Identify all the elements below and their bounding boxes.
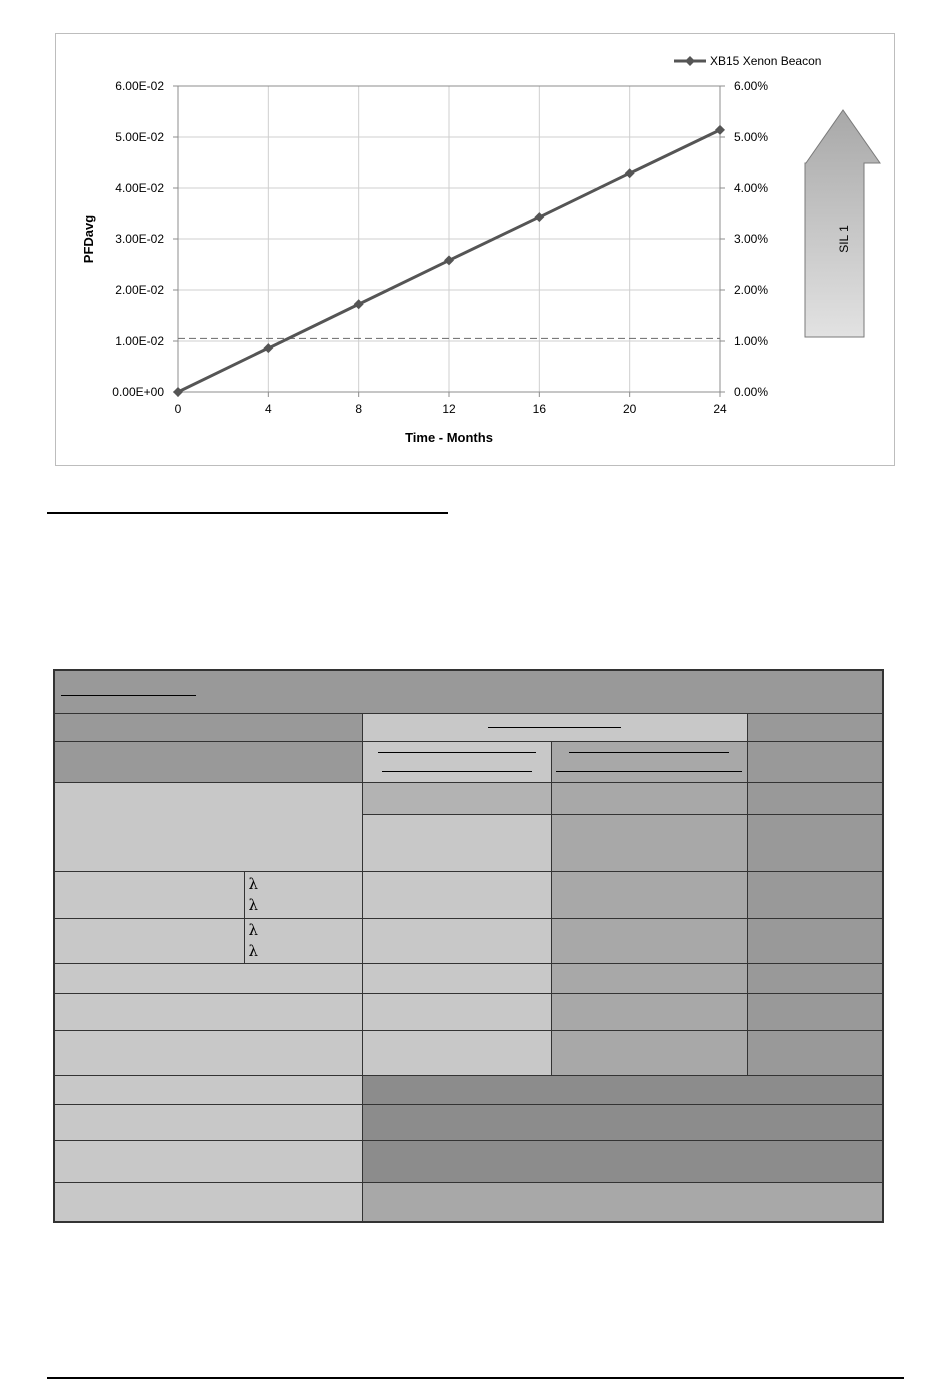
axis-ticks <box>112 79 768 416</box>
x-tick-label: 20 <box>622 402 637 416</box>
legend <box>674 54 821 68</box>
group-header-underline <box>488 727 621 728</box>
lambda-symbols-cell: λ λ <box>244 871 362 918</box>
table-cell <box>54 782 362 871</box>
data-point-marker <box>173 387 183 397</box>
table-cell <box>54 993 362 1030</box>
legend-entry-xb15: XB15 Xenon Beacon <box>710 54 822 68</box>
table-cell <box>551 782 747 814</box>
table-column-header <box>551 741 747 782</box>
y-axis-label: PFDavg <box>81 214 96 264</box>
table-row <box>54 1104 883 1140</box>
x-tick-label: 24 <box>713 402 727 416</box>
data-point-marker <box>444 255 454 265</box>
y-tick-label-right: 3.00% <box>734 232 769 246</box>
footer-rule <box>47 1377 904 1379</box>
table-row <box>54 993 883 1030</box>
pfdavg-chart <box>55 33 895 466</box>
spec-table <box>53 669 884 1223</box>
table-cell <box>747 963 883 993</box>
table-cell <box>54 713 362 741</box>
table-row <box>54 1075 883 1104</box>
table-cell <box>362 782 551 814</box>
y-tick-label-left: 4.00E-02 <box>115 181 164 195</box>
table-cell <box>362 1030 551 1075</box>
sil1-label: SIL 1 <box>837 225 851 253</box>
x-tick-label: 0 <box>174 402 182 416</box>
table-row <box>54 1182 883 1222</box>
y-tick-label-right: 0.00% <box>734 385 769 399</box>
y-tick-label-right: 4.00% <box>734 181 769 195</box>
table-cell <box>362 918 551 963</box>
table-row <box>54 963 883 993</box>
y-tick-label-right: 6.00% <box>734 79 769 93</box>
table-cell <box>54 963 362 993</box>
table-row <box>54 713 883 741</box>
table-group-header <box>362 713 747 741</box>
table-cell <box>362 1182 883 1222</box>
column-header-underline <box>382 771 532 772</box>
x-tick-label: 16 <box>532 402 547 416</box>
data-point-marker <box>534 212 544 222</box>
data-point-marker <box>354 299 364 309</box>
table-cell <box>54 1030 362 1075</box>
table-cell <box>551 1030 747 1075</box>
table-cell <box>551 918 747 963</box>
table-cell <box>747 993 883 1030</box>
y-tick-label-right: 5.00% <box>734 130 769 144</box>
y-tick-label-left: 5.00E-02 <box>115 130 164 144</box>
table-row <box>54 1140 883 1182</box>
table-cell <box>54 918 244 963</box>
table-row <box>54 741 883 782</box>
table-title-row <box>54 670 883 713</box>
x-tick-label: 4 <box>264 402 272 416</box>
table-cell <box>747 814 883 871</box>
table-cell <box>747 918 883 963</box>
table-cell <box>54 871 244 918</box>
data-point-marker <box>625 168 635 178</box>
table-cell <box>362 963 551 993</box>
table-cell <box>54 741 362 782</box>
data-point-marker <box>263 343 273 353</box>
y-tick-label-left: 0.00E+00 <box>112 385 164 399</box>
gridlines <box>178 86 720 392</box>
section-heading-rule <box>47 512 448 514</box>
table-cell <box>747 713 883 741</box>
table-column-header <box>362 741 551 782</box>
legend-marker-swatch <box>685 56 695 66</box>
title-underline <box>61 695 196 696</box>
column-header-underline <box>378 752 536 753</box>
table-cell <box>54 1104 362 1140</box>
table-cell <box>362 1075 883 1104</box>
table-cell <box>362 871 551 918</box>
table-cell <box>747 871 883 918</box>
lambda-symbols-cell: λ λ <box>244 918 362 963</box>
y-tick-label-left: 6.00E-02 <box>115 79 164 93</box>
table-cell <box>551 963 747 993</box>
sil1-arrow <box>805 110 880 337</box>
table-cell <box>362 1140 883 1182</box>
y-tick-label-right: 2.00% <box>734 283 769 297</box>
y-tick-label-left: 3.00E-02 <box>115 232 164 246</box>
table-row <box>54 782 883 814</box>
table-cell <box>54 1140 362 1182</box>
table-cell <box>551 871 747 918</box>
table-cell <box>362 814 551 871</box>
table-cell <box>551 814 747 871</box>
table-cell <box>747 782 883 814</box>
table-cell <box>747 1030 883 1075</box>
data-point-marker <box>715 125 725 135</box>
up-arrow-shape <box>805 110 880 337</box>
table-cell <box>362 1104 883 1140</box>
table-cell <box>747 741 883 782</box>
column-header-underline <box>569 752 729 753</box>
table-cell <box>551 993 747 1030</box>
column-header-underline <box>556 771 742 772</box>
table-title-cell <box>54 670 883 713</box>
table-row <box>54 1030 883 1075</box>
y-tick-label-right: 1.00% <box>734 334 769 348</box>
chart-svg <box>56 34 894 465</box>
table-cell <box>362 993 551 1030</box>
x-axis-label: Time - Months <box>405 430 493 445</box>
x-tick-label: 8 <box>355 402 363 416</box>
y-tick-label-left: 1.00E-02 <box>115 334 164 348</box>
table-cell <box>54 1182 362 1222</box>
y-tick-label-left: 2.00E-02 <box>115 283 164 297</box>
x-tick-label: 12 <box>442 402 456 416</box>
table-row <box>54 871 883 918</box>
table-row <box>54 918 883 963</box>
table-cell <box>54 1075 362 1104</box>
